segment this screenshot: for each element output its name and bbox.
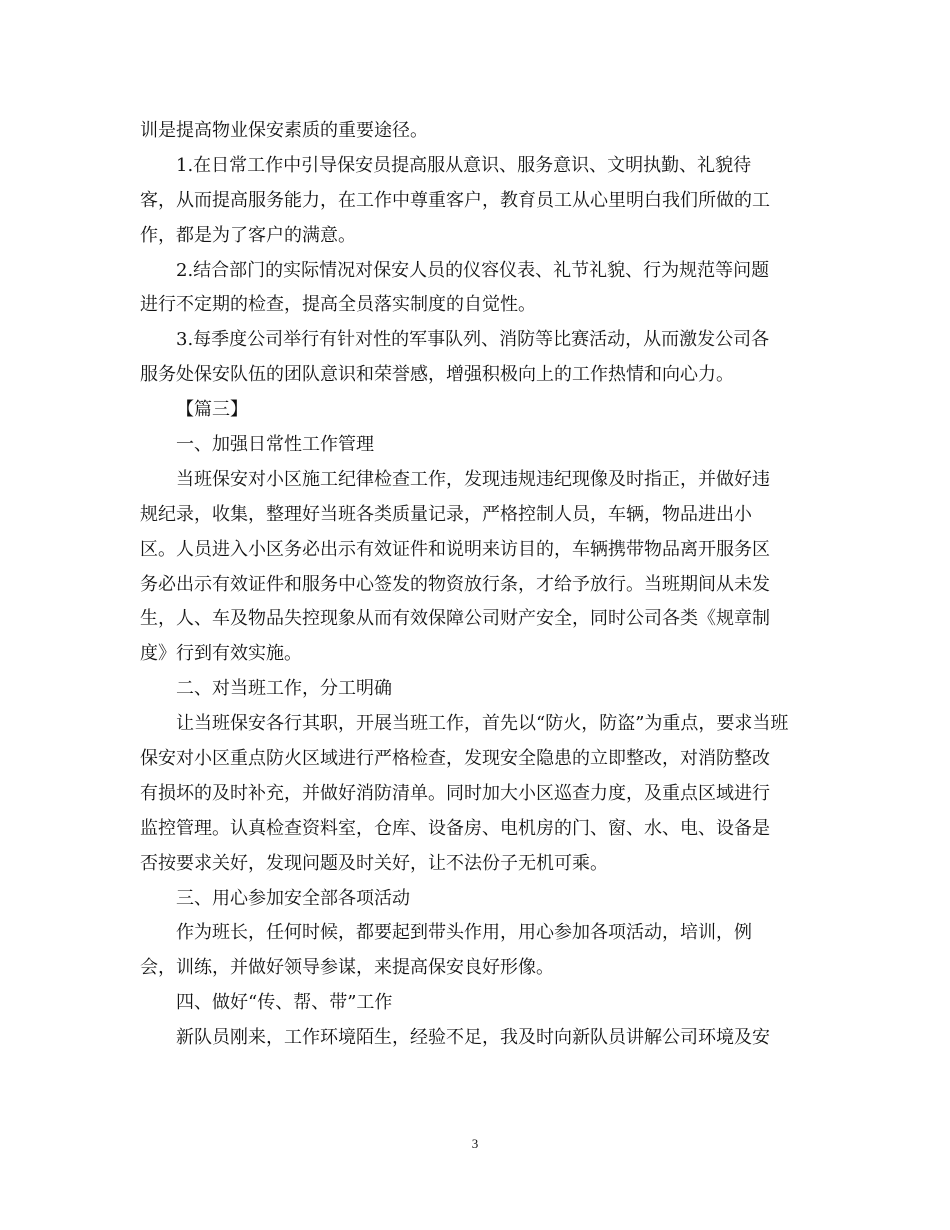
text-line: 有损坏的及时补充，并做好消防清单。同时加大小区巡查力度，及重点区域进行 [140,782,770,804]
text-line: 区。人员进入小区务必出示有效证件和说明来访目的，车辆携带物品离开服务区 [140,538,770,560]
text-line: 服务处保安队伍的团队意识和荣誉感，增强积极向上的工作热情和向心力。 [140,364,734,386]
text-line: 规纪录，收集，整理好当班各类质量记录，严格控制人员，车辆，物品进出小 [140,503,752,525]
text-line: 1.在日常工作中引导保安员提高服从意识、服务意识、文明执勤、礼貌待 [176,154,752,176]
text-line: 一、加强日常性工作管理 [176,434,374,456]
text-line: 务必出示有效证件和服务中心签发的物资放行条，才给予放行。当班期间从未发 [140,573,770,595]
text-line: 当班保安对小区施工纪律检查工作，发现违规违纪现像及时指正，并做好违 [176,468,770,490]
text-line: 度》行到有效实施。 [140,643,302,665]
text-line: 2.结合部门的实际情况对保安人员的仪容仪表、礼节礼貌、行为规范等问题 [176,259,770,281]
text-line: 新队员刚来，工作环境陌生，经验不足，我及时向新队员讲解公司环境及安 [176,1027,770,1049]
text-line: 三、用心参加安全部各项活动 [176,887,410,909]
text-line: 生，人、车及物品失控现象从而有效保障公司财产安全，同时公司各类《规章制 [140,608,770,630]
text-line: 否按要求关好，发现问题及时关好，让不法份子无机可乘。 [140,852,608,874]
text-line: 保安对小区重点防火区域进行严格检查，发现安全隐患的立即整改，对消防整改 [140,748,770,770]
text-line: 【篇三】 [176,399,248,421]
page-number: 3 [471,1136,479,1151]
text-line: 作，都是为了客户的满意。 [140,224,356,246]
text-line: 二、对当班工作，分工明确 [176,678,392,700]
document-body [140,114,810,1056]
text-line: 会，训练，并做好领导参谋，来提高保安良好形像。 [140,957,554,979]
text-line: 客，从而提高服务能力，在工作中尊重客户，教育员工从心里明白我们所做的工 [140,189,770,211]
text-line: 作为班长，任何时候，都要起到带头作用，用心参加各项活动，培训，例 [176,922,752,944]
text-line: 四、做好“传、帮、带”工作 [176,992,393,1014]
text-line: 监控管理。认真检查资料室，仓库、设备房、电机房的门、窗、水、电、设备是 [140,817,770,839]
text-line: 让当班保安各行其职，开展当班工作，首先以“防火，防盗”为重点，要求当班 [176,713,789,735]
text-line: 训是提高物业保安素质的重要途径。 [140,120,428,141]
text-line: 进行不定期的检查，提高全员落实制度的自觉性。 [140,294,536,316]
text-line: 3.每季度公司举行有针对性的军事队列、消防等比赛活动，从而激发公司各 [176,329,770,351]
